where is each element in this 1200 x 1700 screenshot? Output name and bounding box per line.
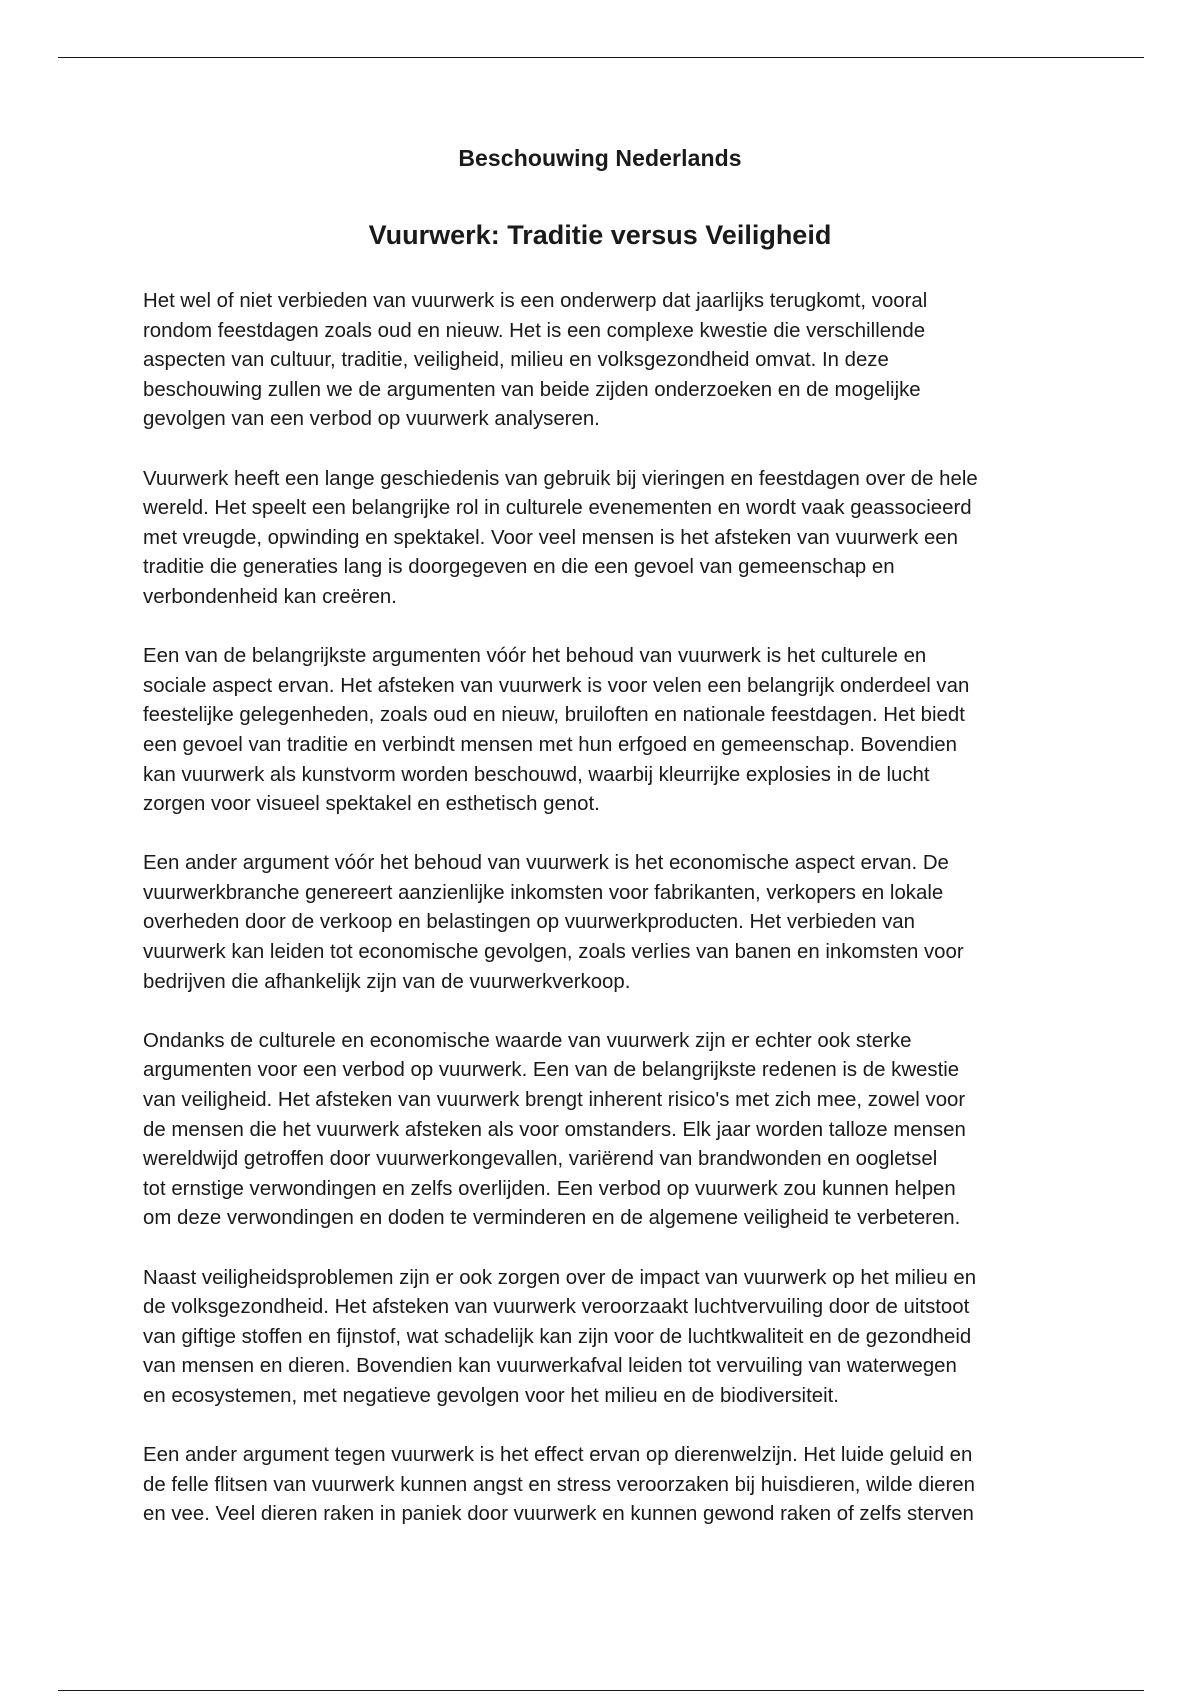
paragraph-line: beschouwing zullen we de argumenten van beide zijden onderzoeken en de mogelijke <box>143 378 921 401</box>
footer-rule <box>58 1690 1144 1691</box>
paragraph-line: sociale aspect ervan. Het afsteken van vuurwerk is voor velen een belangrijk onderdeel van <box>143 674 970 697</box>
paragraph-line: Vuurwerk heeft een lange geschiedenis van gebruik bij vieringen en feestdagen over de hele <box>143 467 978 490</box>
paragraph-line: wereldwijd getroffen door vuurwerkongevallen, variërend van brandwonden en oogletsel <box>143 1148 938 1171</box>
paragraph-line: Het wel of niet verbieden van vuurwerk is een onderwerp dat jaarlijks terugkomt, vooral <box>143 290 928 312</box>
paragraph-line: Een ander argument vóór het behoud van vuurwerk is het economische aspect ervan. De <box>143 852 949 875</box>
paragraph-line: overheden door de verkoop en belastingen op vuurwerkproducten. Het verbieden van <box>143 911 915 934</box>
paragraph-line: tot ernstige verwondingen en zelfs overlijden. Een verbod op vuurwerk zou kunnen helpen <box>143 1177 956 1200</box>
header-rule <box>58 57 1144 58</box>
paragraph-line: bedrijven die afhankelijk zijn van de vuurwerkverkoop. <box>143 970 631 993</box>
paragraph-line: aspecten van cultuur, traditie, veiligheid, milieu en volksgezondheid omvat. In deze <box>143 349 889 372</box>
paragraph-line: Ondanks de culturele en economische waarde van vuurwerk zijn er echter ook sterke <box>143 1029 912 1052</box>
paragraph-line: wereld. Het speelt een belangrijke rol in culturele evenementen en wordt vaak geassocieerd <box>143 497 972 520</box>
paragraph-line: met vreugde, opwinding en spektakel. Voor veel mensen is het afsteken van vuurwerk een <box>143 526 958 549</box>
paragraph <box>143 849 1073 997</box>
paragraph-line: om deze verwondingen en doden te verminderen en de algemene veiligheid te verbeteren. <box>143 1207 961 1230</box>
paragraph <box>143 642 1073 820</box>
paragraph-line: kan vuurwerk als kunstvorm worden beschouwd, waarbij kleurrijke explosies in de lucht <box>143 763 930 786</box>
paragraph-line: de mensen die het vuurwerk afsteken als voor omstanders. Elk jaar worden talloze mensen <box>143 1118 966 1141</box>
paragraph-line: verbondenheid kan creëren. <box>143 585 397 608</box>
paragraph <box>143 1027 1073 1234</box>
paragraph-line: Een van de belangrijkste argumenten vóór het behoud van vuurwerk is het culturele en <box>143 645 927 668</box>
paragraph <box>143 465 1073 613</box>
paragraph-line: een gevoel van traditie en verbindt mensen met hun erfgoed en gemeenschap. Bovendien <box>143 733 957 756</box>
document-subject: Beschouwing Nederlands <box>458 145 742 171</box>
paragraph-line: traditie die generaties lang is doorgegeven en die een gevoel van gemeenschap en <box>143 556 895 579</box>
paragraph-line: Naast veiligheidsproblemen zijn er ook zorgen over de impact van vuurwerk op het milieu en <box>143 1266 977 1289</box>
paragraph-line: gevolgen van een verbod op vuurwerk analyseren. <box>143 408 600 431</box>
paragraph-line: vuurwerkbranche genereert aanzienlijke inkomsten voor fabrikanten, verkopers en lokale <box>143 881 944 904</box>
paragraph <box>143 287 1073 435</box>
paragraph-line: feestelijke gelegenheden, zoals oud en nieuw, bruiloften en nationale feestdagen. Het biedt <box>143 704 965 727</box>
paragraph-line: de felle flitsen van vuurwerk kunnen angst en stress veroorzaken bij huisdieren, wilde dieren <box>143 1473 975 1496</box>
paragraph-line: argumenten voor een verbod op vuurwerk. Een van de belangrijkste redenen is de kwestie <box>143 1059 960 1082</box>
paragraph-line: Een ander argument tegen vuurwerk is het effect ervan op dierenwelzijn. Het luide geluid en <box>143 1444 973 1467</box>
paragraph-line: vuurwerk kan leiden tot economische gevolgen, zoals verlies van banen en inkomsten voor <box>143 941 964 964</box>
paragraph <box>143 1264 1073 1412</box>
paragraph-line: van giftige stoffen en fijnstof, wat schadelijk kan zijn voor de luchtkwaliteit en de gezondheid <box>143 1325 972 1348</box>
paragraph-line: zorgen voor visueel spektakel en esthetisch genot. <box>143 793 600 816</box>
document-body <box>143 287 1073 1560</box>
paragraph-line: en ecosystemen, met negatieve gevolgen voor het milieu en de biodiversiteit. <box>143 1384 839 1407</box>
paragraph-line: van veiligheid. Het afsteken van vuurwerk brengt inherent risico's met zich mee, zowel voor <box>143 1089 966 1112</box>
paragraph-line: van mensen en dieren. Bovendien kan vuurwerkafval leiden tot vervuiling van waterwegen <box>143 1355 957 1378</box>
paragraph-line: en vee. Veel dieren raken in paniek door vuurwerk en kunnen gewond raken of zelfs sterven <box>143 1503 974 1526</box>
paragraph-line: de volksgezondheid. Het afsteken van vuurwerk veroorzaakt luchtvervuiling door de uitstoot <box>143 1296 970 1319</box>
document-title: Vuurwerk: Traditie versus Veiligheid <box>368 220 832 250</box>
paragraph <box>143 1441 1073 1530</box>
paragraph-line: rondom feestdagen zoals oud en nieuw. Het is een complexe kwestie die verschillende <box>143 319 926 342</box>
